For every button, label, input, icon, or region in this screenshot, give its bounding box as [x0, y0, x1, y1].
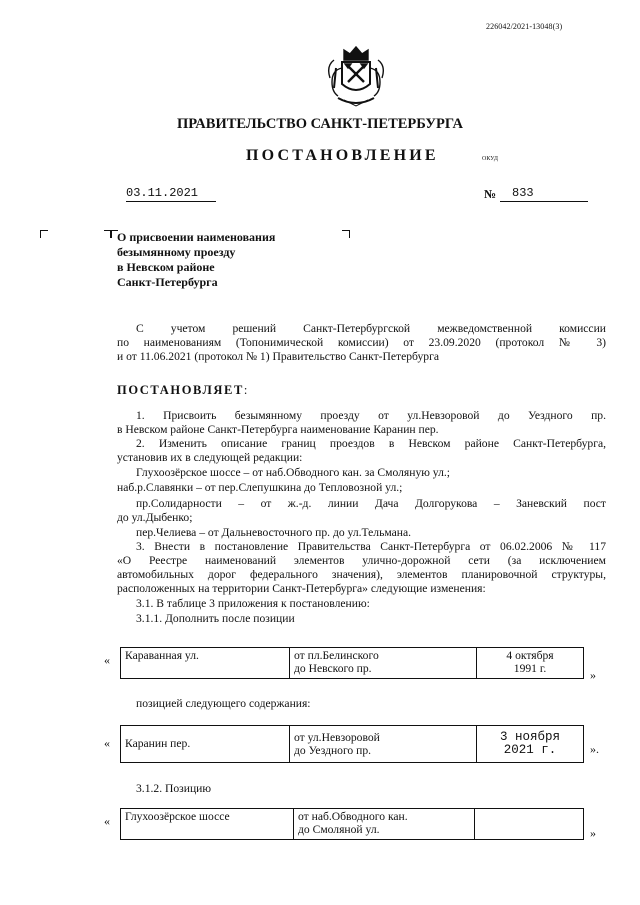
street-name-cell [121, 726, 290, 763]
date-line: 3 ноября [499, 729, 560, 744]
subject-corner-left [40, 230, 48, 238]
street-name-cell [121, 648, 290, 679]
document-registration-number: 226042/2021-13048(3) [486, 22, 563, 31]
spb-coat-of-arms-icon [324, 44, 388, 110]
postanovlyaet-word: ПОСТАНОВЛЯЕТ [117, 383, 244, 397]
subject-line: Санкт-Петербурга [117, 275, 218, 289]
table-row [121, 809, 584, 840]
document-subject [117, 230, 275, 290]
quote-close: » [590, 668, 596, 682]
street-name: Караванная ул. [125, 649, 199, 662]
paragraph-3-1: 3.1. В таблице 3 приложения к постановлению: [136, 597, 370, 610]
date-line: 4 октября [506, 649, 554, 662]
paragraph-3-1-1: 3.1.1. Дополнить после позиции [136, 612, 295, 625]
bounds-line: до Смоляной ул. [298, 823, 380, 837]
subject-line: О присвоении наименования [117, 230, 276, 244]
table-row [121, 726, 584, 763]
date-cell [477, 726, 584, 763]
boundary-item: наб.р.Славянки – от пер.Слепушкина до Тепловозной ул.; [117, 481, 403, 494]
postanovlyaet-heading [117, 383, 247, 398]
preamble-line: по наименованиям (Топонимической комиссии) от 23.09.2020 (протокол № 3) [117, 336, 606, 349]
date-cell [475, 809, 584, 840]
quote-close: » [590, 826, 596, 840]
boundary-item: пр.Солидарности – от ж.-д. линии Дача Долгорукова – Заневский пост [136, 497, 606, 510]
quote-close: ». [590, 742, 599, 756]
street-name: Глухоозёрское шоссе [125, 810, 230, 823]
quote-open: « [104, 736, 110, 750]
subject-line: безымянному проезду [117, 245, 236, 259]
paragraph-2-line: 2. Изменить описание границ проездов в Невском районе Санкт-Петербурга, [136, 437, 606, 450]
postanovlyaet-colon: : [243, 383, 248, 397]
boundary-item: Глухоозёрское шоссе – от наб.Обводного кан. за Смоляную ул.; [136, 466, 451, 479]
paragraph-3-line: 3. Внести в постановление Правительства Санкт-Петербурга от 06.02.2006 № 117 [136, 540, 606, 553]
new-position-label: позицией следующего содержания: [136, 697, 311, 710]
boundary-item: пер.Челиева – от Дальневосточного пр. до ул.Тельмана. [136, 526, 412, 539]
preamble-line: С учетом решений Санкт-Петербургской межведомственной комиссии [136, 322, 606, 335]
bounds-line: от наб.Обводного кан. [298, 810, 408, 823]
bounds-line: до Невского пр. [294, 662, 372, 676]
registry-table-1 [120, 647, 584, 679]
document-type-title: ПОСТАНОВЛЕНИЕ [246, 147, 439, 164]
date-cell [477, 648, 584, 679]
boundary-item: до ул.Дыбенко; [117, 511, 193, 524]
subject-line: в Невском районе [117, 260, 215, 274]
quote-open: « [104, 814, 110, 828]
bounds-cell [294, 809, 475, 840]
subject-corner-right [342, 230, 350, 238]
number-label: № [484, 187, 497, 201]
bounds-cell [290, 648, 477, 679]
registry-table-3 [120, 808, 584, 840]
date-line: 2021 г. [503, 743, 557, 757]
street-name: Каранин пер. [125, 737, 191, 751]
paragraph-3-line: «О Реестре наименований элементов улично-дорожной сети (за исключением [117, 554, 606, 567]
bounds-line: от ул.Невзоровой [294, 730, 380, 744]
preamble-line: и от 11.06.2021 (протокол № 1) Правительство Санкт-Петербурга [117, 350, 440, 363]
bounds-line: от пл.Белинского [294, 649, 379, 662]
paragraph-3-1-2: 3.1.2. Позицию [136, 782, 212, 795]
paragraph-2-line: установив их в следующей редакции: [117, 451, 303, 464]
street-name-cell [121, 809, 294, 840]
bounds-line: до Уездного пр. [294, 744, 372, 757]
okud-label: ОКУД [482, 156, 498, 162]
government-title: ПРАВИТЕЛЬСТВО САНКТ-ПЕТЕРБУРГА [177, 116, 463, 132]
quote-open: « [104, 653, 110, 667]
paragraph-1-line: в Невском районе Санкт-Петербурга наименование Каранин пер. [117, 423, 439, 436]
paragraph-3-line: расположенных на территории Санкт-Петербурга» следующие изменения: [117, 582, 486, 595]
bounds-cell [290, 726, 477, 763]
document-date: 03.11.2021 [126, 186, 216, 202]
paragraph-3-line: автомобильных дорог федерального значения), элементов планировочной структуры, [117, 568, 606, 581]
table-row [121, 648, 584, 679]
document-number: 833 [500, 186, 588, 202]
date-line: 1991 г. [513, 662, 547, 676]
registry-table-2 [120, 725, 584, 763]
paragraph-1-line: 1. Присвоить безымянному проезду от ул.Невзоровой до Уездного пр. [136, 409, 606, 422]
